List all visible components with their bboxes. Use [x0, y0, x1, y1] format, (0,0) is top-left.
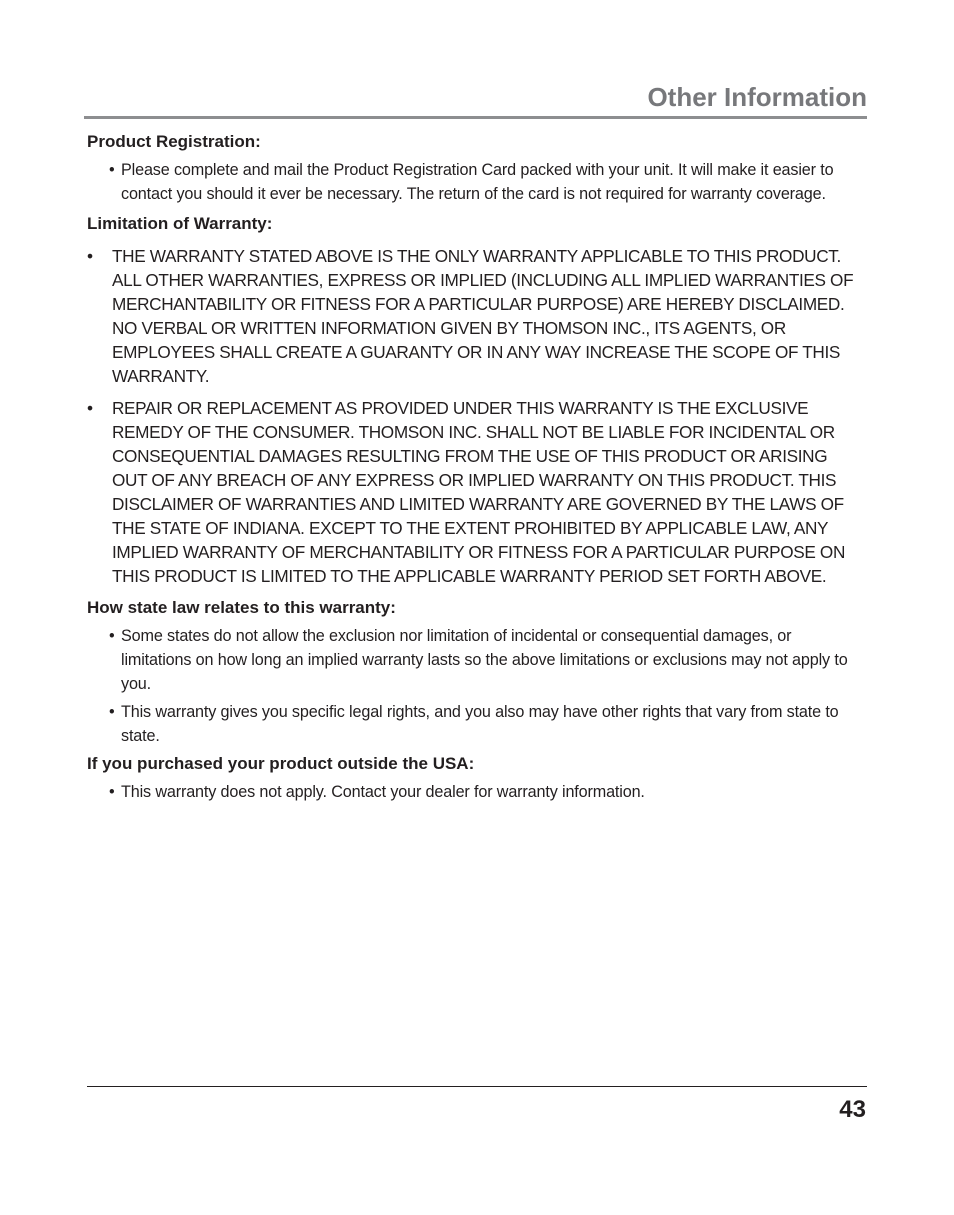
header-divider: [84, 116, 867, 119]
list-item-text: This warranty does not apply. Contact your dealer for warranty information.: [121, 783, 645, 801]
list-item-text: Some states do not allow the exclusion nor limitation of incidental or consequential damages, or limitations on how long an implied warranty lasts so the above limitations or exclusions may not apply to you.: [121, 627, 848, 693]
list-item-text: THE WARRANTY STATED ABOVE IS THE ONLY WARRANTY APPLICABLE TO THIS PRODUCT. ALL OTHER WARRANTIES, EXPRESS OR IMPLIED (INCLUDING ALL IMPLIED WARRANTIES OF MERCHANTABILITY OR FITNESS FOR A PARTICULAR PURPOSE) ARE HEREBY DISCLAIMED. NO VERBAL OR WRITTEN INFORMATION GIVEN BY THOMSON INC., ITS AGENTS, OR EMPLOYEES SHALL CREATE A GUARANTY OR IN ANY WAY INCREASE THE SCOPE OF THIS WARRANTY.: [112, 246, 854, 386]
page-content: [87, 130, 863, 804]
footer-divider: [87, 1086, 867, 1087]
bullet-icon: •: [87, 246, 93, 266]
list-item-text: REPAIR OR REPLACEMENT AS PROVIDED UNDER THIS WARRANTY IS THE EXCLUSIVE REMEDY OF THE CONSUMER. THOMSON INC. SHALL NOT BE LIABLE FOR INCIDENTAL OR CONSEQUENTIAL DAMAGES RESULTING FROM THE USE OF THIS PRODUCT OR ARISING OUT OF ANY BREACH OF ANY EXPRESS OR IMPLIED WARRANTY ON THIS PRODUCT. THIS DISCLAIMER OF WARRANTIES AND LIMITED WARRANTY ARE GOVERNED BY THE LAWS OF THE STATE OF INDIANA. EXCEPT TO THE EXTENT PROHIBITED BY APPLICABLE LAW, ANY IMPLIED WARRANTY OF MERCHANTABILITY OR FITNESS FOR A PARTICULAR PURPOSE ON THIS PRODUCT IS LIMITED TO THE APPLICABLE WARRANTY PERIOD SET FORTH ABOVE.: [112, 398, 846, 586]
list-item: [87, 624, 863, 696]
list-item: [87, 244, 863, 388]
list-item: [87, 700, 863, 748]
section-heading-state-law: How state law relates to this warranty:: [87, 598, 396, 617]
list-item-text: This warranty gives you specific legal rights, and you also may have other rights that vary from state to state.: [121, 703, 839, 745]
list-item: [87, 780, 863, 804]
page-number: 43: [839, 1096, 866, 1123]
section-heading-limitation-of-warranty: Limitation of Warranty:: [87, 214, 273, 233]
bullet-icon: •: [109, 703, 115, 721]
section-heading-outside-usa: If you purchased your product outside the USA:: [87, 754, 475, 773]
page-section-title: Other Information: [647, 82, 867, 112]
list-item: [87, 158, 863, 206]
section-heading-product-registration: Product Registration:: [87, 132, 261, 151]
bullet-icon: •: [109, 161, 115, 179]
list-item: [87, 396, 863, 588]
bullet-icon: •: [87, 398, 93, 418]
bullet-icon: •: [109, 627, 115, 645]
list-item-text: Please complete and mail the Product Registration Card packed with your unit. It will make it easier to contact you should it ever be necessary. The return of the card is not required for warranty coverage.: [121, 161, 834, 203]
bullet-icon: •: [109, 783, 115, 801]
